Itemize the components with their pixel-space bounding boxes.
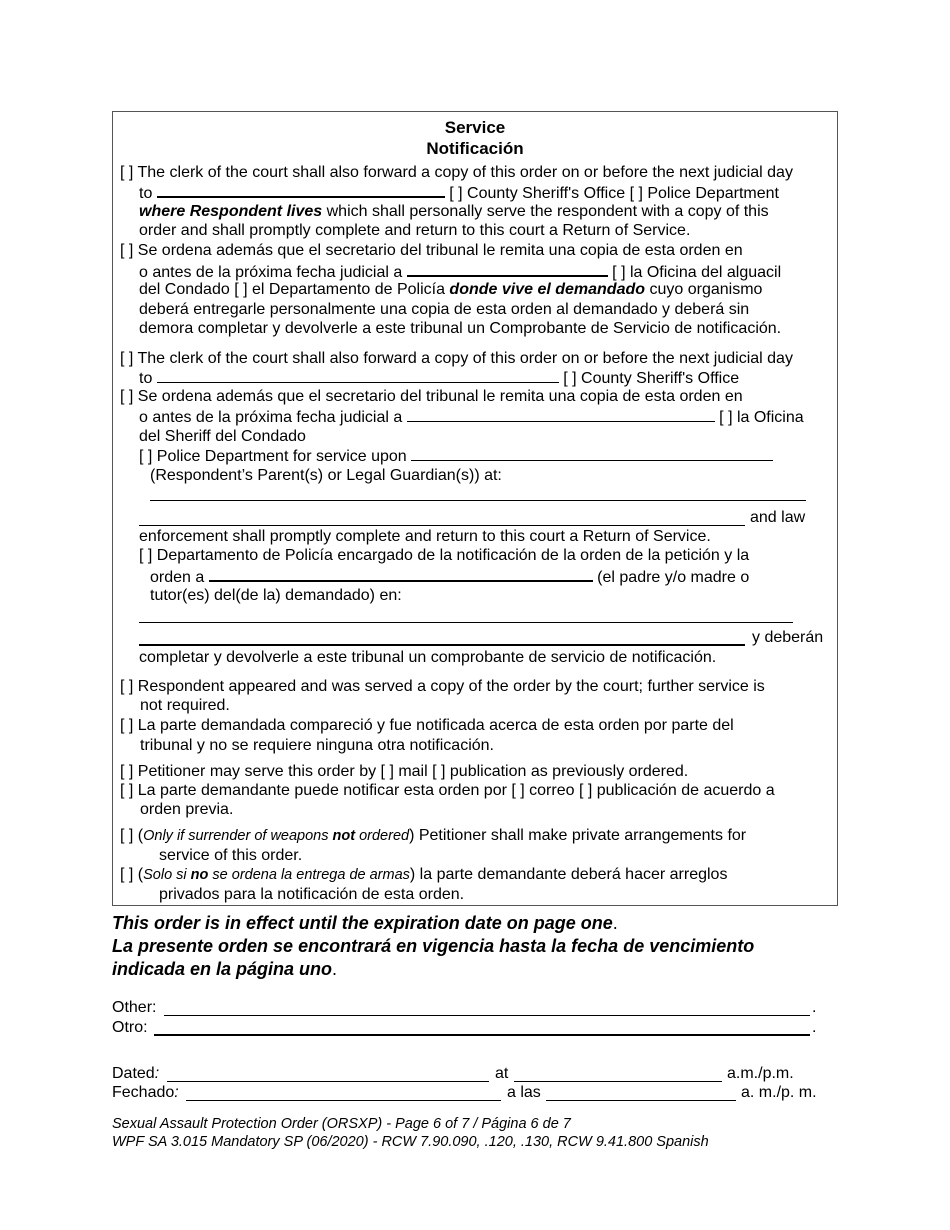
police-es-line3: tutor(es) del(de la) demandado) en:	[150, 587, 402, 604]
dated-es-at: a las	[507, 1084, 541, 1101]
appeared-es-line2: tribunal y no se requiere ninguna otra notificación.	[140, 737, 494, 754]
p2-en-line1: [ ] The clerk of the court shall also forward a copy of this order on or before the next judicial day	[120, 350, 793, 367]
petitioner-en-line: [ ] Petitioner may serve this order by [ ] mail [ ] publication as previously ordered.	[120, 763, 689, 780]
service-title-en: Service	[444, 118, 506, 137]
police-es-line1: [ ] Departamento de Policía encargado de la notificación de la orden de la petición y la	[139, 547, 750, 564]
police-en-upon-field[interactable]	[411, 447, 773, 461]
dated-en-ampm: a.m./p.m.	[727, 1065, 794, 1082]
appeared-es-line1: [ ] La parte demandada compareció y fue notificada acerca de esta orden por parte del	[120, 717, 734, 734]
p2-es-line1: [ ] Se ordena además que el secretario del tribunal le remita una copia de esta orden en	[120, 388, 743, 405]
other-es-label: Otro:	[112, 1019, 148, 1036]
p1-es-date-field[interactable]	[407, 262, 608, 277]
footer-line1: Sexual Assault Protection Order (ORSXP) - Page 6 of 7 / Página 6 de 7	[112, 1116, 571, 1132]
p2-en-to-field[interactable]	[157, 369, 559, 383]
p1-en-line2: to [ ] County Sheriff's Office [ ] Police Department	[139, 185, 779, 202]
footer-line2: WPF SA 3.015 Mandatory SP (06/2020) - RCW 7.90.090, .120, .130, RCW 9.41.800 Spanish	[112, 1134, 709, 1150]
police-en-address-field-1[interactable]	[150, 500, 806, 501]
police-en-line2: (Respondent’s Parent(s) or Legal Guardian(s)) at:	[150, 467, 502, 484]
dated-en-date-field[interactable]	[167, 1081, 489, 1082]
p2-es-line3: del Sheriff del Condado	[139, 428, 306, 445]
police-es-line2: orden a (el padre y/o madre o	[150, 569, 750, 586]
p1-en-line4: order and shall promptly complete and return to this court a Return of Service.	[139, 222, 691, 239]
p1-es-line3: del Condado [ ] el Departamento de Policía donde vive el demandado cuyo organismo	[139, 281, 763, 298]
police-es-orden-field[interactable]	[209, 567, 593, 582]
petitioner-es-line1: [ ] La parte demandante puede notificar esta orden por [ ] correo [ ] publicación de acuerdo a	[120, 782, 775, 799]
p2-en-line2: to [ ] County Sheriff's Office	[139, 370, 740, 387]
dated-en-at: at	[495, 1065, 509, 1082]
p1-en-line3: where Respondent lives which shall personally serve the respondent with a copy of this	[139, 203, 769, 220]
surrender-en-line2: service of this order.	[159, 847, 303, 864]
police-en-line4: and law	[750, 509, 806, 526]
police-es-line5: y deberán	[752, 629, 824, 646]
p2-es-date-field[interactable]	[407, 408, 715, 422]
other-en-dot: .	[812, 999, 817, 1016]
dated-es-time-field[interactable]	[546, 1100, 736, 1101]
appeared-en-line2: not required.	[140, 697, 230, 714]
police-es-line6: completar y devolverle a este tribunal un comprobante de servicio de notificación.	[139, 649, 717, 666]
effect-en: This order is in effect until the expiration date on page one.	[112, 913, 618, 933]
p1-es-line4: deberá entregarle personalmente una copia de esta orden al demandado y deberá sin	[139, 301, 750, 318]
police-es-address-field-2[interactable]	[139, 644, 745, 646]
other-en-field[interactable]	[164, 1015, 810, 1016]
police-en-line5: enforcement shall promptly complete and return to this court a Return of Service.	[139, 528, 711, 545]
p1-en-line1: [ ] The clerk of the court shall also forward a copy of this order on or before the next judicial day	[120, 164, 793, 181]
surrender-en-line1: [ ] (Only if surrender of weapons not ordered) Petitioner shall make private arrangements for	[120, 827, 747, 844]
other-en-label: Other:	[112, 999, 157, 1016]
dated-es-date-field[interactable]	[186, 1100, 501, 1101]
dated-es-ampm: a. m./p. m.	[741, 1084, 817, 1101]
service-title-es: Notificación	[426, 139, 524, 158]
other-es-dot: .	[812, 1019, 817, 1036]
effect-es-line1: La presente orden se encontrará en vigencia hasta la fecha de vencimiento	[112, 936, 755, 956]
p1-es-line1: [ ] Se ordena además que el secretario del tribunal le remita una copia de esta orden en	[120, 242, 743, 259]
police-es-address-field-1[interactable]	[139, 622, 793, 623]
other-es-field[interactable]	[154, 1034, 810, 1036]
effect-es-line2: indicada en la página uno.	[112, 959, 338, 979]
appeared-en-line1: [ ] Respondent appeared and was served a copy of the order by the court; further service is	[120, 678, 765, 695]
p2-es-line2: o antes de la próxima fecha judicial a [ ] la Oficina	[139, 409, 804, 426]
dated-en-label: Dated:	[112, 1065, 160, 1082]
surrender-es-line2: privados para la notificación de esta orden.	[159, 886, 465, 903]
petitioner-es-line2: orden previa.	[140, 801, 234, 818]
p1-en-to-field[interactable]	[157, 183, 445, 198]
surrender-es-line1: [ ] (Solo si no se ordena la entrega de armas) la parte demandante deberá hacer arreglos	[120, 866, 728, 883]
police-en-address-field-2[interactable]	[139, 525, 745, 526]
p1-es-line5: demora completar y devolverle a este tribunal un Comprobante de Servicio de notificación.	[139, 320, 782, 337]
p1-es-line2: o antes de la próxima fecha judicial a [ ] la Oficina del alguacil	[139, 264, 782, 281]
dated-es-label: Fechado:	[112, 1084, 179, 1101]
dated-en-time-field[interactable]	[514, 1081, 722, 1082]
police-en-line1: [ ] Police Department for service upon	[139, 447, 773, 466]
